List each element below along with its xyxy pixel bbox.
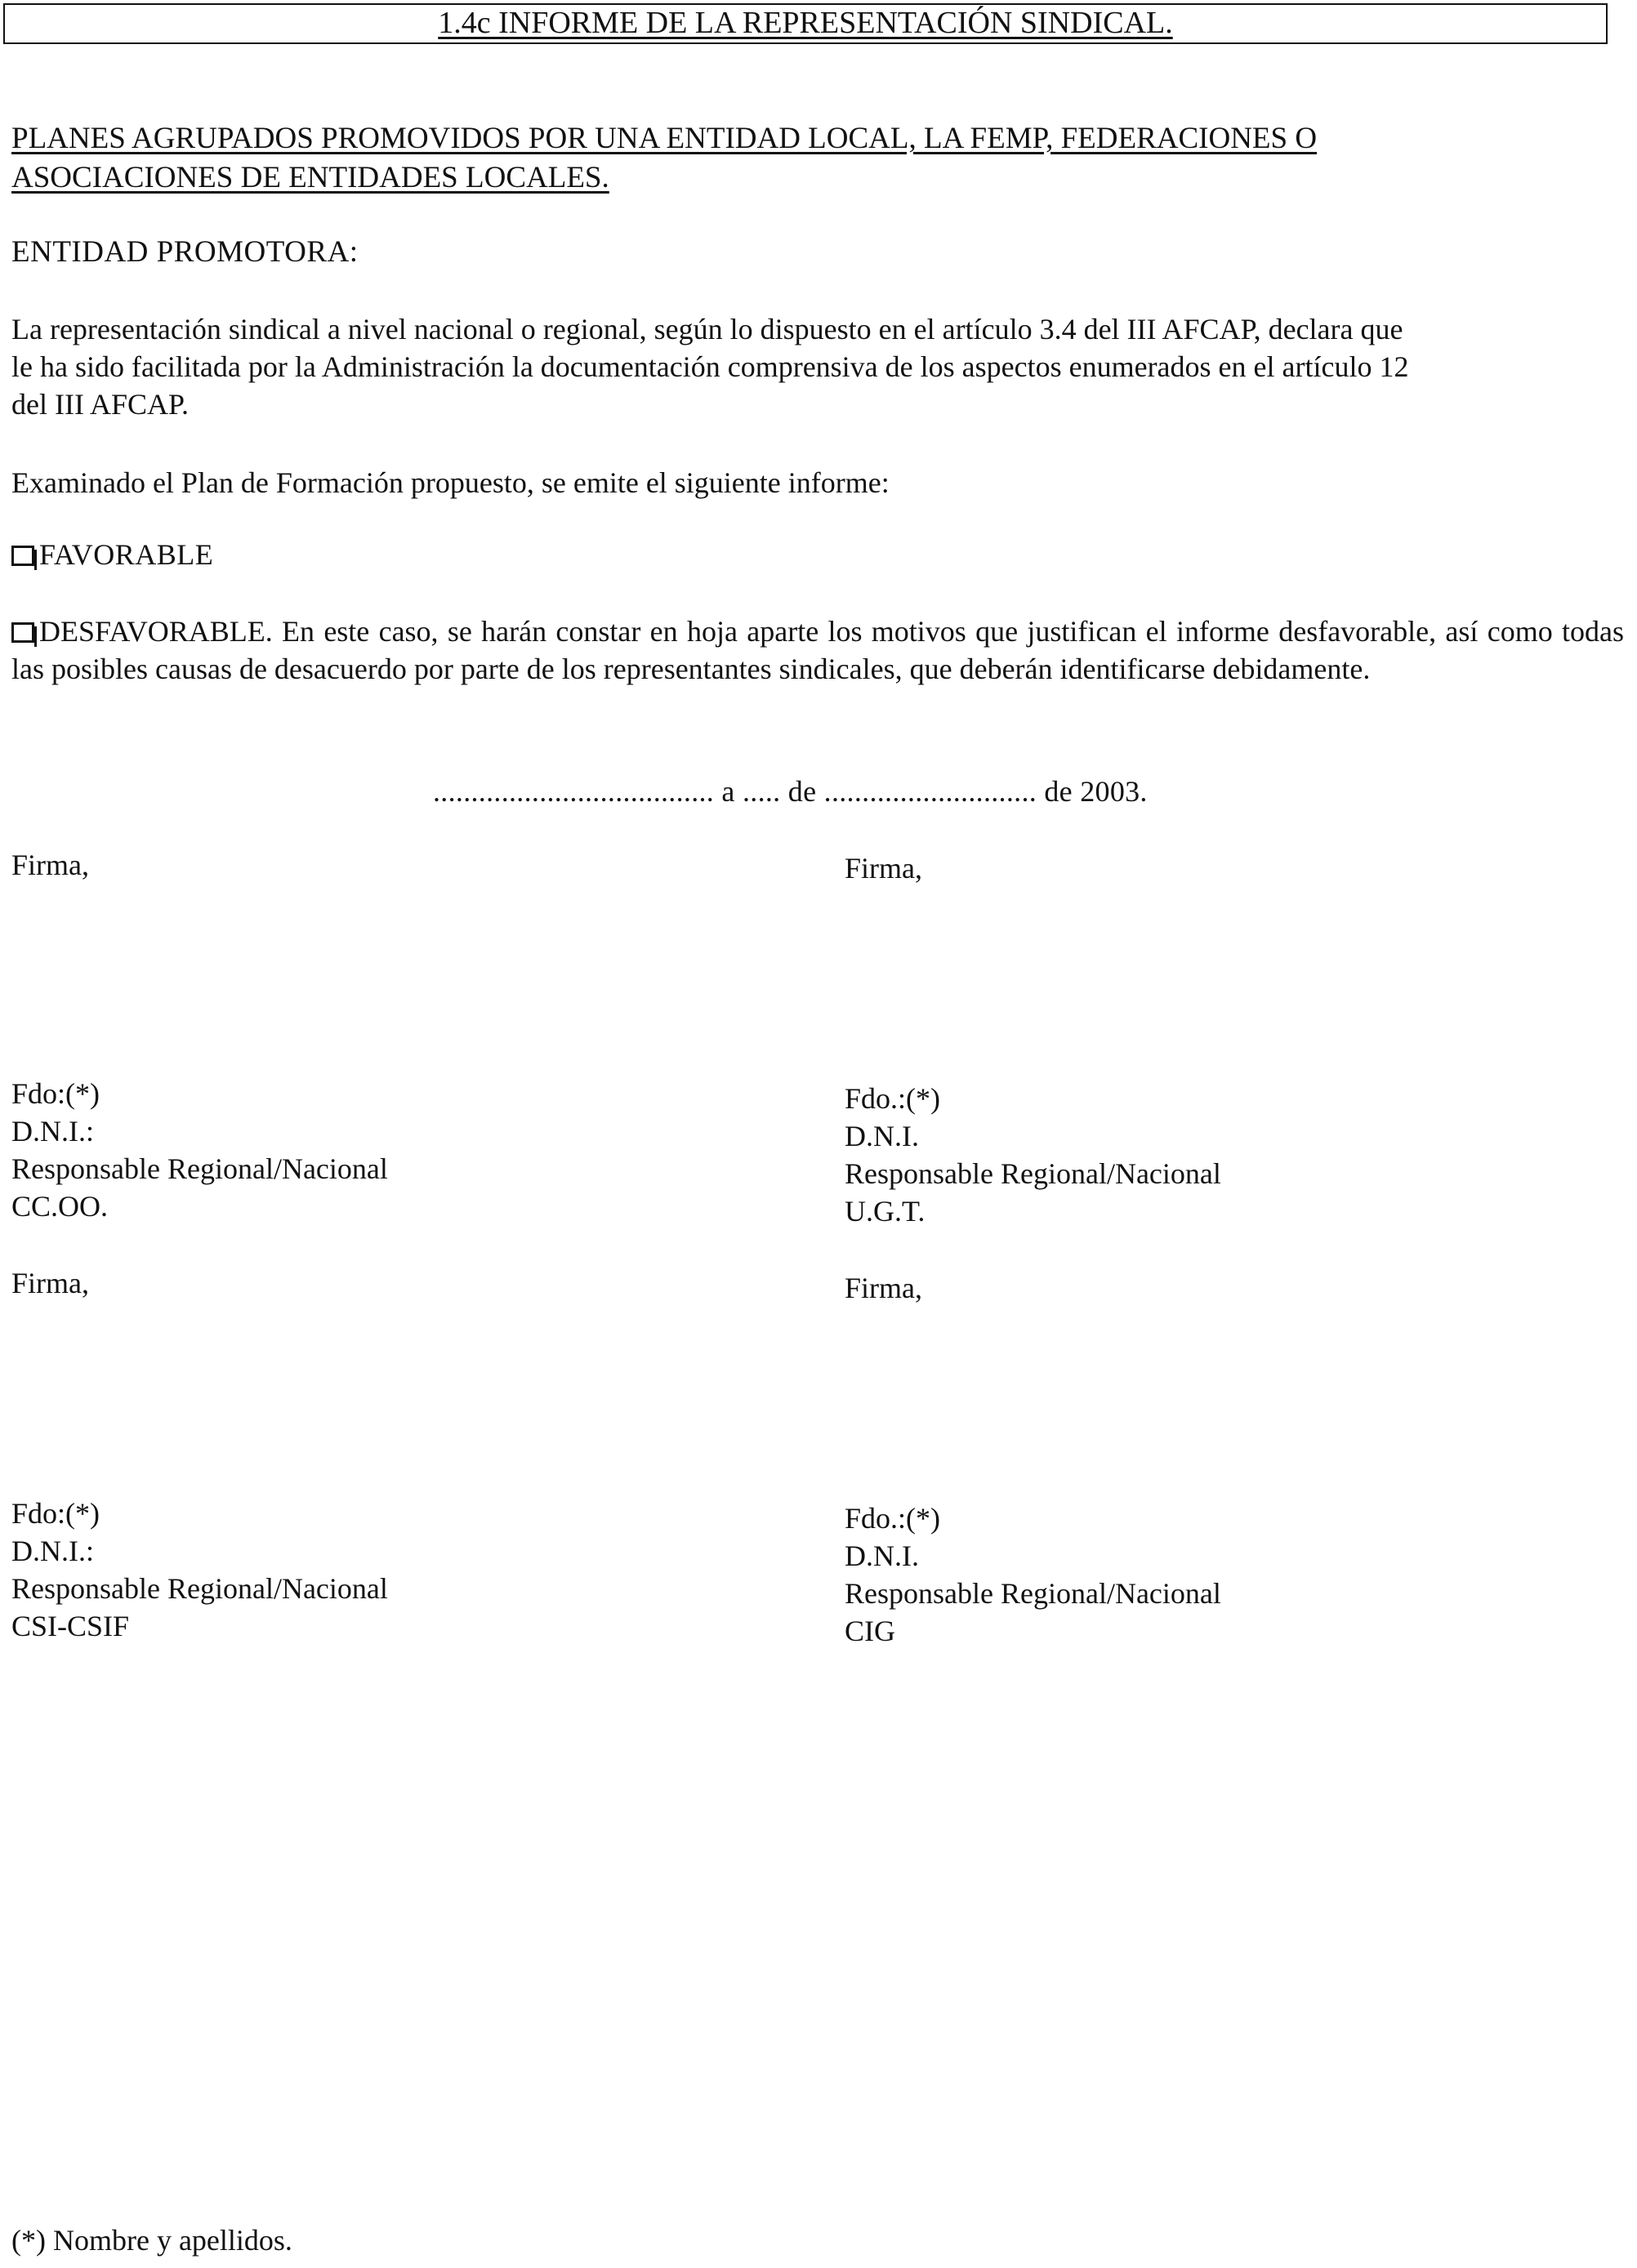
signature-4-firma: Firma, <box>845 1272 922 1304</box>
document-title-box <box>3 3 1608 44</box>
signature-4-fdo: Fdo.:(*) <box>845 1502 940 1535</box>
favorable-label: FAVORABLE <box>39 538 214 571</box>
signature-2-dni: D.N.I. <box>845 1120 919 1152</box>
signature-3-fdo: Fdo:(*) <box>11 1497 100 1530</box>
signature-1-fdo: Fdo:(*) <box>11 1077 100 1110</box>
signature-3-responsable: Responsable Regional/Nacional <box>11 1572 388 1605</box>
signature-2-fdo: Fdo.:(*) <box>845 1082 940 1115</box>
desfavorable-checkbox-icon[interactable] <box>11 622 34 643</box>
examination-text: Examinado el Plan de Formación propuesto, se emite el siguiente informe: <box>11 466 890 499</box>
declaration-line-1: La representación sindical a nivel nacional o regional, según lo dispuesto en el artículo 3.4 del III AFCAP, declara que <box>11 313 1403 345</box>
signature-3-dni: D.N.I.: <box>11 1535 94 1567</box>
signature-2-union: U.G.T. <box>845 1195 926 1228</box>
declaration-line-2: le ha sido facilitada por la Administración la documentación comprensiva de los aspectos enumerados en el artículo 12 <box>11 350 1409 383</box>
declaration-paragraph <box>11 310 1621 423</box>
signature-block-csi-csif <box>11 1495 388 1645</box>
favorable-checkbox-icon[interactable] <box>11 546 34 566</box>
signature-4-union: CIG <box>845 1615 895 1647</box>
signature-1-dni: D.N.I.: <box>11 1115 94 1147</box>
option-favorable <box>11 536 1624 573</box>
signature-block-cig <box>845 1499 1221 1650</box>
entidad-promotora-label: ENTIDAD PROMOTORA: <box>11 235 359 269</box>
document-title: 1.4c INFORME DE LA REPRESENTACIÓN SINDICAL. <box>438 6 1173 40</box>
option-desfavorable <box>11 613 1624 688</box>
date-line: ..................................... a ..... de ............................ de 2003. <box>433 775 1148 808</box>
signature-block-ccoo <box>11 1075 388 1225</box>
section-subtitle <box>11 119 1612 198</box>
subtitle-line-2: ASOCIACIONES DE ENTIDADES LOCALES. <box>11 161 609 194</box>
subtitle-line-1: PLANES AGRUPADOS PROMOVIDOS POR UNA ENTIDAD LOCAL, LA FEMP, FEDERACIONES O <box>11 122 1318 155</box>
signature-1-responsable: Responsable Regional/Nacional <box>11 1152 388 1185</box>
desfavorable-label: DESFAVORABLE. En este caso, se harán constar en hoja aparte los motivos que justifican el informe desfavorable, así como todas las posibles causas de desacuerdo por parte de los representantes sindicales, que deberán identificarse debidamente. <box>11 615 1624 685</box>
signature-2-firma: Firma, <box>845 852 922 884</box>
signature-1-union: CC.OO. <box>11 1190 109 1223</box>
signature-3-union: CSI-CSIF <box>11 1610 130 1642</box>
footnote: (*) Nombre y apellidos. <box>11 2224 292 2257</box>
signature-3-firma: Firma, <box>11 1267 89 1299</box>
signature-block-ugt <box>845 1080 1221 1230</box>
declaration-line-3: del III AFCAP. <box>11 388 190 421</box>
signature-2-responsable: Responsable Regional/Nacional <box>845 1157 1221 1190</box>
signature-4-dni: D.N.I. <box>845 1539 919 1572</box>
signature-1-firma: Firma, <box>11 849 89 881</box>
signature-4-responsable: Responsable Regional/Nacional <box>845 1577 1221 1610</box>
